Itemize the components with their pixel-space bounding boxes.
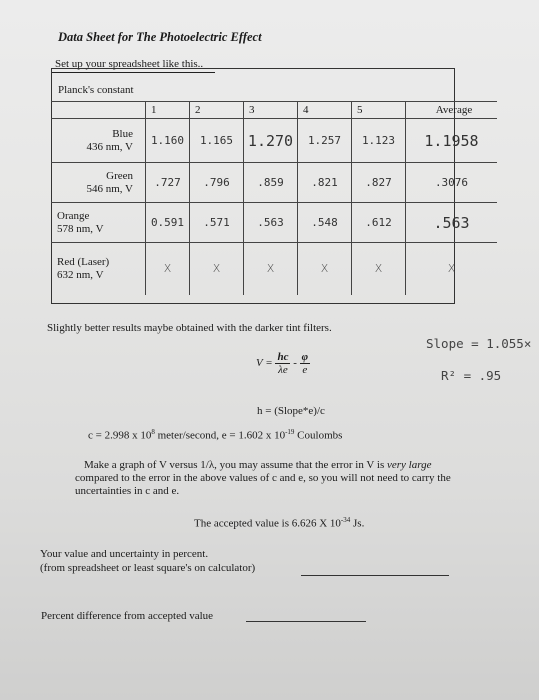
table-cell-x-mark: X bbox=[146, 243, 190, 295]
fraction-phi-over-e: $\frac{\varphi}{e}$ bbox=[301, 351, 309, 376]
table-cell: 1.123 bbox=[352, 119, 406, 163]
table-cell: .821 bbox=[298, 163, 352, 203]
header-empty-cell bbox=[51, 102, 146, 119]
handwritten-r-squared: R² = .95 bbox=[441, 368, 502, 383]
handwritten-slope: Slope = 1.055× bbox=[426, 336, 532, 351]
planck-table bbox=[51, 101, 497, 295]
column-header: 3 bbox=[244, 102, 298, 119]
table-cell: .563 bbox=[406, 203, 498, 243]
table-cell-x-mark: X bbox=[190, 243, 244, 295]
table-cell: .3076 bbox=[406, 163, 498, 203]
your-value-prompt: Your value and uncertainty in percent. (from spreadsheet or least square's on calculator) bbox=[40, 548, 256, 574]
table-cell: .796 bbox=[190, 163, 244, 203]
table-cell-x-mark: X bbox=[244, 243, 298, 295]
table-cell: .548 bbox=[298, 203, 352, 243]
row-label: Red (Laser) 632 nm, V bbox=[51, 243, 146, 295]
table-cell-x-mark: X bbox=[352, 243, 406, 295]
h-formula: h = (Slope*e)/c bbox=[257, 405, 325, 417]
fraction-hc-over-lambda-e: $\frac{hc}{\lambda e}$ bbox=[277, 351, 289, 376]
table-caption: Planck's constant bbox=[58, 84, 134, 96]
table-cell-x-mark: X bbox=[406, 243, 498, 295]
percent-difference-prompt: Percent difference from accepted value bbox=[41, 610, 214, 622]
filter-note: Slightly better results maybe obtained with the darker tint filters. bbox=[47, 322, 332, 334]
table-cell: .827 bbox=[352, 163, 406, 203]
column-header: 4 bbox=[298, 102, 352, 119]
table-cell-x-mark: X bbox=[298, 243, 352, 295]
row-label: Green 546 nm, V bbox=[51, 163, 146, 203]
table-row bbox=[51, 243, 497, 295]
column-header: 2 bbox=[190, 102, 244, 119]
table-cell: 1.1958 bbox=[406, 119, 498, 163]
table-cell: .571 bbox=[190, 203, 244, 243]
percent-difference-answer-line[interactable] bbox=[246, 621, 366, 622]
table-row bbox=[51, 203, 497, 243]
accepted-value: The accepted value is 6.626 X $10^{-34}$ Js. bbox=[194, 516, 365, 530]
table-cell: .859 bbox=[244, 163, 298, 203]
column-header: 1 bbox=[146, 102, 190, 119]
column-header: 5 bbox=[352, 102, 406, 119]
table-row bbox=[51, 163, 497, 203]
row-label: Orange 578 nm, V bbox=[51, 203, 146, 243]
table-cell: .727 bbox=[146, 163, 190, 203]
table-cell: 1.270 bbox=[244, 119, 298, 163]
photoelectric-equation: V = $\frac{hc}{\lambda e}$ - $\frac{\varphi}{e}$ bbox=[256, 351, 309, 376]
table-cell: .563 bbox=[244, 203, 298, 243]
row-label: Blue 436 nm, V bbox=[51, 119, 146, 163]
constants-line: c = 2.998 x $10^8$ meter/second, e = 1.602 x $10^{-19}$ Coulombs bbox=[88, 428, 343, 442]
table-cell: .612 bbox=[352, 203, 406, 243]
your-value-answer-line[interactable] bbox=[301, 575, 449, 576]
instructions-paragraph: Make a graph of V versus 1/λ, you may assume that the error in V is very large compared to the error in the above values of c and e, so you will not need to carry the uncertainties in c and e. bbox=[75, 459, 451, 497]
table-header-row bbox=[51, 102, 497, 119]
table-row bbox=[51, 119, 497, 163]
setup-instruction: Set up your spreadsheet like this.. bbox=[55, 58, 204, 70]
table-cell: 1.160 bbox=[146, 119, 190, 163]
table-cell: 1.257 bbox=[298, 119, 352, 163]
table-cell: 1.165 bbox=[190, 119, 244, 163]
column-header: Average bbox=[406, 102, 498, 119]
page-title: Data Sheet for The Photoelectric Effect bbox=[58, 30, 262, 44]
table-cell: 0.591 bbox=[146, 203, 190, 243]
